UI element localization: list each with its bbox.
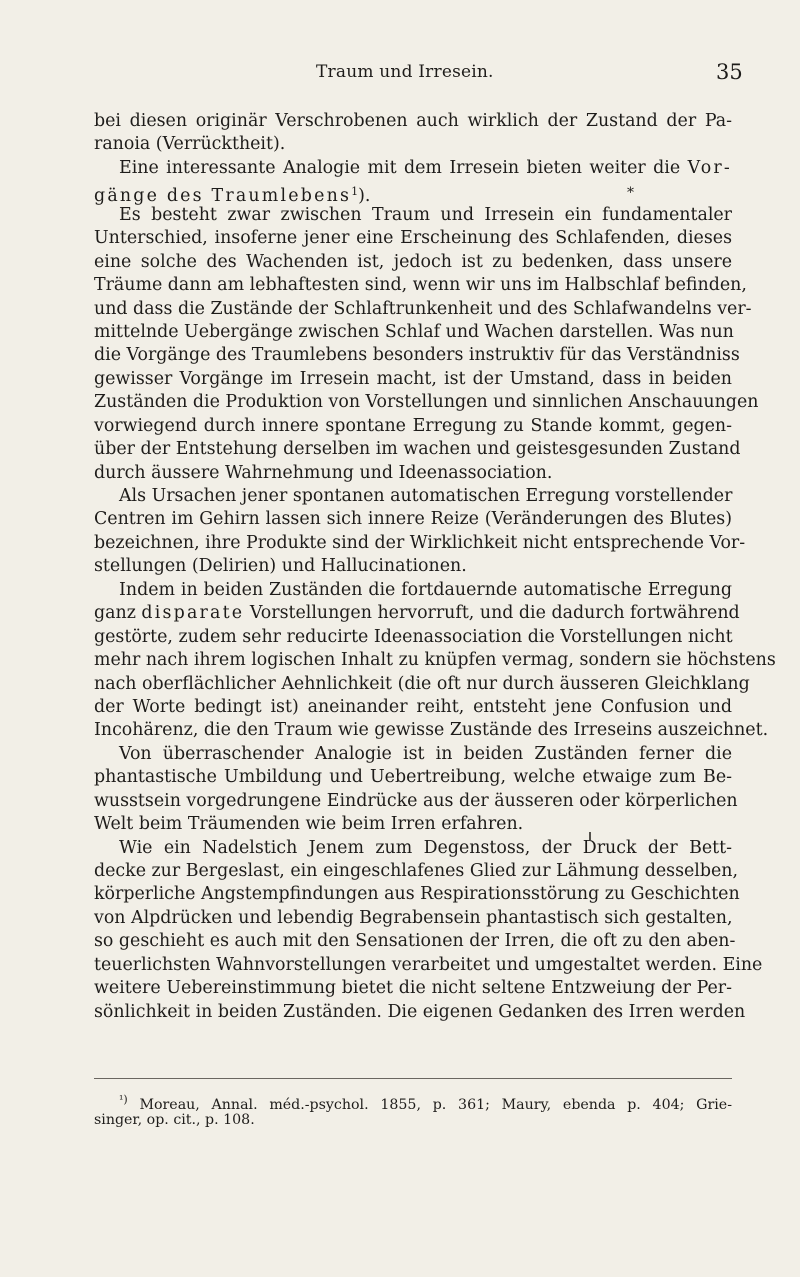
footnote-line: singer, op. cit., p. 108.: [94, 1112, 255, 1128]
body-text: [94, 110, 776, 1024]
text-segment: Vorstellungen hervorruft, und die dadurch fortwährend: [249, 603, 740, 624]
text-line: stellungen (Delirien) und Hallucinationen.: [94, 556, 467, 577]
text-line: phantastische Umbildung und Uebertreibung, welche etwaige zum Be-: [94, 767, 732, 788]
text-line: gestörte, zudem sehr reducirte Ideenassociation die Vorstellungen nicht: [94, 626, 733, 647]
text-line: Indem in beiden Zuständen die fortdauernde automatische Erregung: [119, 579, 732, 600]
emphasized-word: Vor-: [687, 157, 732, 178]
text-line: Träume dann am lebhaftesten sind, wenn wir uns im Halbschlaf befinden,: [94, 275, 747, 296]
text-line: Incohärenz, die den Traum wie gewisse Zustände des Irreseins auszeichnet.: [94, 720, 769, 741]
text-line: Centren im Gehirn lassen sich innere Reize (Veränderungen des Blutes): [94, 509, 732, 530]
text-line: Von überraschender Analogie ist in beiden Zuständen ferner die: [119, 743, 732, 764]
text-segment: ).: [358, 186, 371, 207]
text-line: der Worte bedingt ist) aneinander reiht, entsteht jene Confusion und: [94, 696, 732, 717]
page-number: 35: [716, 60, 743, 84]
text-line: mehr nach ihrem logischen Inhalt zu knüpfen vermag, sondern sie höchstens: [94, 650, 776, 671]
margin-mark: *: [627, 185, 634, 201]
running-title: Traum und Irresein.: [316, 62, 494, 82]
text-line: nach oberflächlicher Aehnlichkeit (die oft nur durch äusseren Gleichklang: [94, 673, 750, 694]
text-line: mittelnde Uebergänge zwischen Schlaf und Wachen darstellen. Was nun: [94, 321, 734, 342]
text-line: körperliche Angstempfindungen aus Respirationsstörung zu Geschichten: [94, 884, 740, 905]
text-line: eine solche des Wachenden ist, jedoch ist zu bedenken, dass unsere: [94, 251, 732, 272]
text-line: so geschieht es auch mit den Sensationen der Irren, die oft zu den aben-: [94, 931, 736, 952]
text-line: vorwiegend durch innere spontane Erregung zu Stande kommt, gegen-: [94, 415, 732, 436]
text-line: und dass die Zustände der Schlaftrunkenheit und des Schlafwandelns ver-: [94, 298, 752, 319]
text-line: Zuständen die Produktion von Vorstellungen und sinnlichen Anschauungen: [94, 392, 759, 413]
footnote-line: [94, 1090, 733, 1113]
footnote-reference: 1: [351, 185, 359, 199]
text-line: Welt beim Träumenden wie beim Irren erfahren.: [94, 814, 524, 835]
text-line: Als Ursachen jener spontanen automatischen Erregung vorstellender: [119, 486, 733, 506]
text-line: durch äussere Wahrnehmung und Ideenassociation.: [94, 462, 553, 483]
text-line: weitere Uebereinstimmung bietet die nicht seltene Entzweiung der Per-: [94, 978, 732, 999]
footnote-marker: ¹): [119, 1093, 128, 1106]
text-line: gewisser Vorgänge im Irresein macht, ist der Umstand, dass in beiden: [94, 368, 732, 389]
text-segment: Moreau, Annal. méd.-psychol. 1855, p. 361; Maury, ebenda p. 404; Grie-: [139, 1097, 733, 1113]
text-line: [94, 180, 732, 207]
running-head: [0, 62, 800, 86]
emphasized-word: disparate: [141, 603, 245, 624]
text-line: von Alpdrücken und lebendig Begrabensein phantastisch sich gestalten,: [94, 907, 733, 928]
text-line: [94, 157, 732, 180]
text-segment: Eine interessante Analogie mit dem Irresein bieten weiter die: [119, 157, 681, 178]
text-line: sönlichkeit in beiden Zuständen. Die eigenen Gedanken des Irren werden: [94, 1001, 746, 1022]
emphasized-phrase: gänge des Traumlebens: [94, 186, 352, 207]
text-segment: ganz: [94, 603, 136, 624]
text-line: [94, 602, 740, 625]
text-line: decke zur Bergeslast, ein eingeschlafenes Glied zur Lähmung desselben,: [94, 861, 739, 881]
text-line: teuerlichsten Wahnvorstellungen verarbeitet und umgestaltet werden. Eine: [94, 954, 763, 975]
text-line: bei diesen originär Verschrobenen auch wirklich der Zustand der Pa-: [94, 111, 732, 131]
text-line: die Vorgänge des Traumlebens besonders instruktiv für das Verständniss: [94, 345, 740, 366]
text-line: Unterschied, insoferne jener eine Erscheinung des Schlafenden, dieses: [94, 228, 732, 249]
footnote-divider: [94, 1078, 732, 1079]
text-line: Es besteht zwar zwischen Traum und Irresein ein fundamentaler: [119, 204, 732, 225]
footnotes: [94, 1090, 732, 1130]
text-line: Wie ein Nadelstich Jenem zum Degenstoss, der Druck der Bett-: [119, 837, 732, 858]
text-line: über der Entstehung derselben im wachen und geistesgesunden Zustand: [94, 439, 741, 460]
text-line: bezeichnen, ihre Produkte sind der Wirklichkeit nicht entsprechende Vor-: [94, 532, 746, 553]
text-line: ranoia (Verrücktheit).: [94, 134, 286, 155]
text-line: wusstsein vorgedrungene Eindrücke aus der äusseren oder körperlichen: [94, 790, 738, 811]
